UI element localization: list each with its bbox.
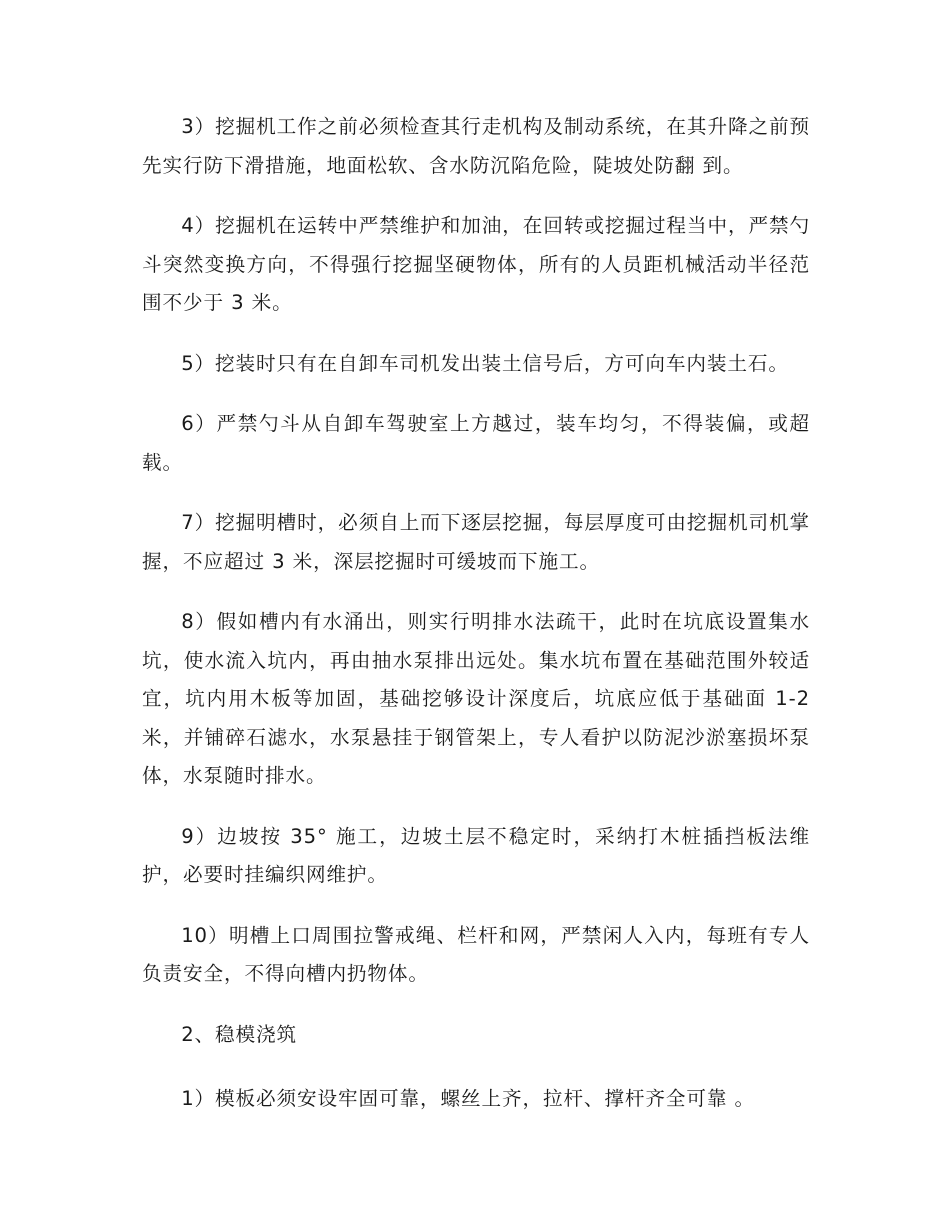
paragraph-9-slope-support: 9）边坡按 35° 施工，边坡土层不稳定时，采纳打木桩插挡板法维护，必要时挂编织网维护。	[142, 824, 810, 886]
section-heading-formwork-pouring: 2、稳模浇筑	[181, 1022, 298, 1046]
paragraph-7-open-trench-excavation: 7）挖掘明槽时，必须自上而下逐层挖掘，每层厚度可由挖掘机司机掌握，不应超过 3 米，深层挖掘时可缓坡而下施工。	[142, 511, 810, 573]
paragraph-8-water-drainage: 8）假如槽内有水涌出，则实行明排水法疏干，此时在坑底设置集水坑，使水流入坑内，再由抽水泵排出远处。集水坑布置在基础范围外较适宜，坑内用木板等加固，基础挖够设计深度后，坑底应低于基础面 1-2 米，并铺碎石滤水，水泵悬挂于钢管架上，专人看护以防泥沙淤塞损坏泵体，水泵随时排水。	[142, 610, 810, 787]
document-body	[142, 108, 810, 1141]
paragraph-1-formwork-installation: 1）模板必须安设牢固可靠，螺丝上齐，拉杆、撑杆齐全可靠 。	[181, 1087, 756, 1110]
paragraph-5-loading-signal: 5）挖装时只有在自卸车司机发出装土信号后，方可向车内装土石。	[181, 351, 789, 375]
paragraph-4-no-maintenance-while-running: 4）挖掘机在运转中严禁维护和加油，在回转或挖掘过程当中，严禁勺斗突然变换方向，不得强行挖掘坚硬物体，所有的人员距机械活动半径范围不少于 3 米。	[142, 214, 810, 314]
paragraph-10-trench-barrier: 10）明槽上口周围拉警戒绳、栏杆和网，严禁闲人入内，每班有专人负责安全，不得向槽内扔物体。	[142, 923, 810, 985]
paragraph-3-excavator-inspection: 3）挖掘机工作之前必须检查其行走机构及制动系统，在其升降之前预先实行防下滑措施，地面松软、含水防沉陷危险，陡坡处防翻 到。	[142, 115, 810, 177]
paragraph-6-bucket-over-cab: 6）严禁勺斗从自卸车驾驶室上方越过，装车均匀，不得装偏，或超载。	[142, 412, 810, 474]
